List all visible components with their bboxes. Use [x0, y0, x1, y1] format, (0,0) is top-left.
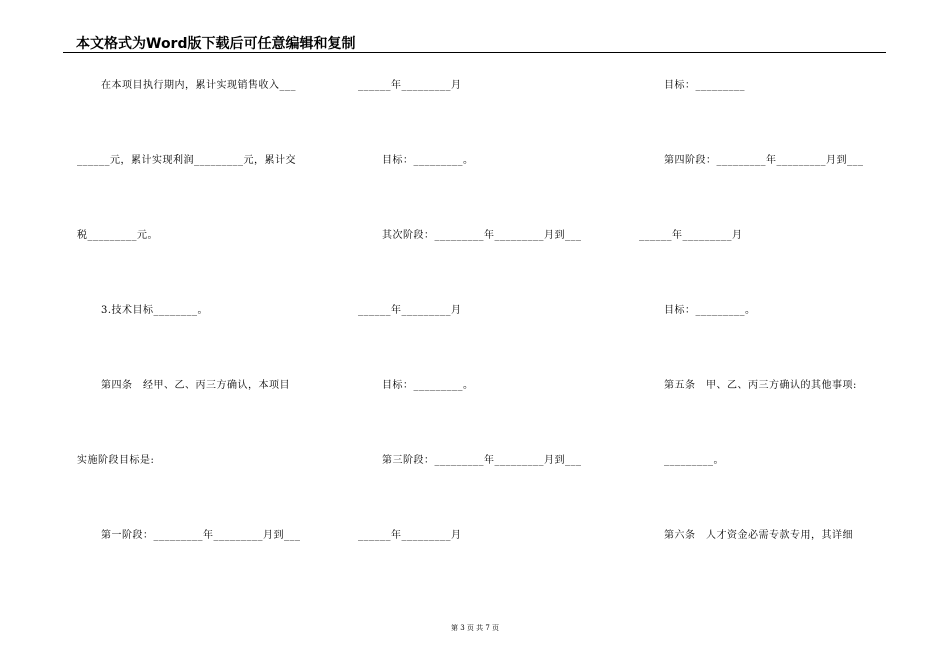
- col3-line-5: 第五条 甲、乙、丙三方确认的其他事项:: [664, 380, 857, 391]
- col3-line-3: ______年_________月: [639, 230, 743, 241]
- page-number: 第 3 页 共 7 页: [450, 624, 500, 632]
- col3-line-6: _________。: [664, 455, 724, 466]
- col2-line-4: ______年_________月: [358, 305, 462, 316]
- col3-line-7: 第六条 人才资金必需专款专用，其详细: [664, 530, 853, 541]
- col1-line-5: 第四条 经甲、乙、丙三方确认，本项目: [101, 380, 290, 391]
- col2-line-2: 目标：_________。: [382, 155, 474, 166]
- col1-line-1: 在本项目执行期内，累计实现销售收入___: [101, 80, 296, 91]
- header-rule: [63, 52, 886, 53]
- header-title: 本文格式为Word版下载后可任意编辑和复制: [76, 36, 356, 52]
- col1-line-4: 3.技术目标________。: [101, 305, 209, 316]
- col2-line-7: ______年_________月: [358, 530, 462, 541]
- col1-line-7: 第一阶段：_________年_________月到___: [101, 530, 301, 541]
- col2-line-6: 第三阶段：_________年_________月到___: [382, 455, 582, 466]
- col3-line-4: 目标：_________。: [664, 305, 756, 316]
- col1-line-3: 税_________元。: [77, 230, 158, 241]
- col2-line-3: 其次阶段：_________年_________月到___: [382, 230, 582, 241]
- col2-line-1: ______年_________月: [358, 80, 462, 91]
- col1-line-6: 实施阶段目标是:: [77, 455, 155, 466]
- col2-line-5: 目标：_________。: [382, 380, 474, 391]
- col3-line-2: 第四阶段：_________年_________月到___: [664, 155, 864, 166]
- col1-line-2: ______元，累计实现利润_________元，累计交: [77, 155, 296, 166]
- col3-line-1: 目标：_________: [664, 80, 745, 91]
